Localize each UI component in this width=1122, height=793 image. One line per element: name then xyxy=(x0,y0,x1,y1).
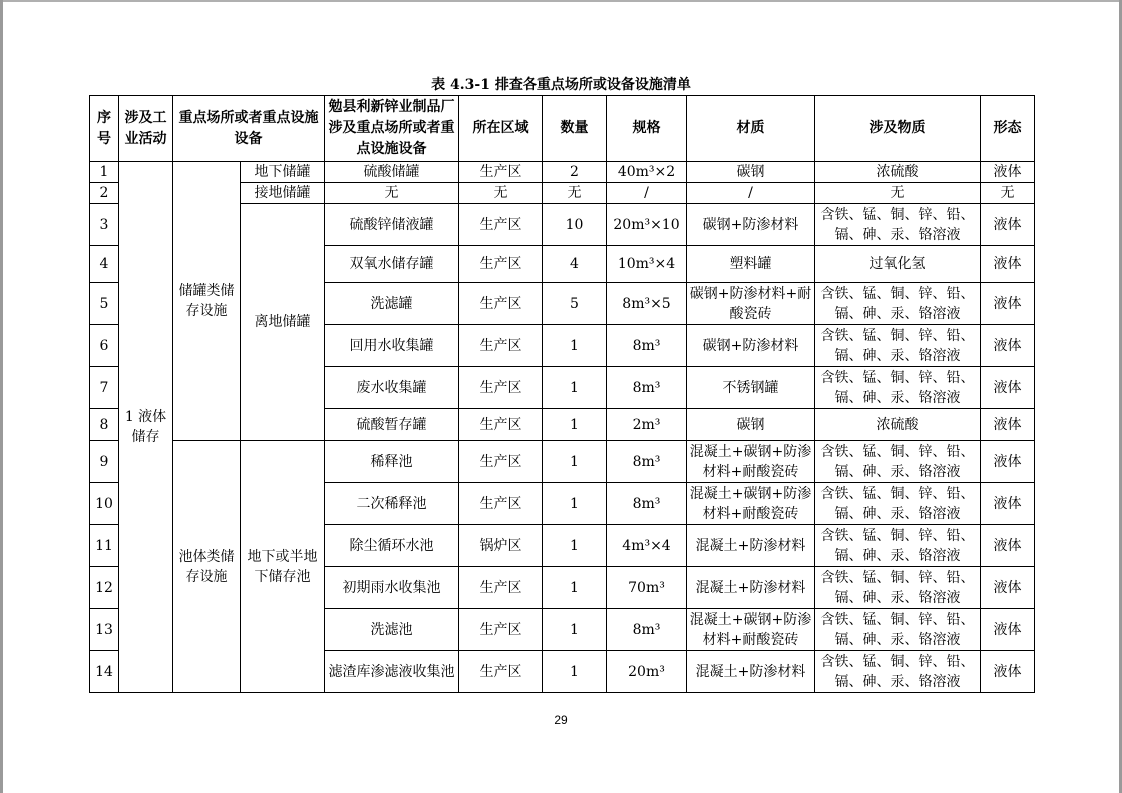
cell-material: 混凝土+防渗材料 xyxy=(687,525,815,567)
cell-name: 无 xyxy=(325,183,459,204)
cell-substance: 含铁、锰、铜、锌、铅、镉、砷、汞、铬溶液 xyxy=(815,525,981,567)
cell-material: 碳钢 xyxy=(687,162,815,183)
cell-name: 稀释池 xyxy=(325,441,459,483)
cell-substance: 含铁、锰、铜、锌、铅、镉、砷、汞、铬溶液 xyxy=(815,283,981,325)
cell-ground-tank: 接地储罐 xyxy=(241,183,325,204)
cell-underground-tank: 地下储罐 xyxy=(241,162,325,183)
cell-area: 生产区 xyxy=(459,609,543,651)
cell-qty: 1 xyxy=(543,609,607,651)
cell-no: 3 xyxy=(90,204,119,246)
header-facility: 重点场所或者重点设施设备 xyxy=(173,96,325,162)
header-qty: 数量 xyxy=(543,96,607,162)
cell-state: 液体 xyxy=(981,204,1035,246)
cell-material: 碳钢+防渗材料+耐酸瓷砖 xyxy=(687,283,815,325)
cell-area: 生产区 xyxy=(459,651,543,693)
cell-area: 生产区 xyxy=(459,325,543,367)
cell-pool-type: 地下或半地下储存池 xyxy=(241,441,325,693)
cell-no: 8 xyxy=(90,409,119,441)
cell-spec: 8m³ xyxy=(607,609,687,651)
cell-spec: 8m³ xyxy=(607,325,687,367)
cell-spec: 8m³ xyxy=(607,441,687,483)
header-activity: 涉及工业活动 xyxy=(119,96,173,162)
cell-material: 碳钢+防渗材料 xyxy=(687,204,815,246)
cell-substance: 浓硫酸 xyxy=(815,409,981,441)
cell-state: 液体 xyxy=(981,409,1035,441)
cell-qty: 1 xyxy=(543,651,607,693)
cell-material: / xyxy=(687,183,815,204)
cell-state: 液体 xyxy=(981,483,1035,525)
cell-name: 硫酸锌储液罐 xyxy=(325,204,459,246)
cell-qty: 无 xyxy=(543,183,607,204)
cell-substance: 含铁、锰、铜、锌、铅、镉、砷、汞、铬溶液 xyxy=(815,441,981,483)
cell-state: 液体 xyxy=(981,283,1035,325)
cell-material: 混凝土+碳钢+防渗材料+耐酸瓷砖 xyxy=(687,483,815,525)
cell-spec: 40m³×2 xyxy=(607,162,687,183)
cell-state: 液体 xyxy=(981,325,1035,367)
cell-qty: 10 xyxy=(543,204,607,246)
cell-name: 滤渣库渗滤液收集池 xyxy=(325,651,459,693)
cell-substance: 浓硫酸 xyxy=(815,162,981,183)
cell-no: 11 xyxy=(90,525,119,567)
header-company: 勉县利新锌业制品厂涉及重点场所或者重点设施设备 xyxy=(325,96,459,162)
header-substance: 涉及物质 xyxy=(815,96,981,162)
cell-material: 混凝土+碳钢+防渗材料+耐酸瓷砖 xyxy=(687,441,815,483)
cell-material: 塑料罐 xyxy=(687,246,815,283)
cell-material: 不锈钢罐 xyxy=(687,367,815,409)
cell-state: 液体 xyxy=(981,651,1035,693)
cell-area: 无 xyxy=(459,183,543,204)
cell-material: 碳钢 xyxy=(687,409,815,441)
cell-state: 液体 xyxy=(981,441,1035,483)
cell-name: 双氧水储存罐 xyxy=(325,246,459,283)
cell-material: 混凝土+碳钢+防渗材料+耐酸瓷砖 xyxy=(687,609,815,651)
cell-spec: 2m³ xyxy=(607,409,687,441)
cell-qty: 1 xyxy=(543,483,607,525)
cell-qty: 2 xyxy=(543,162,607,183)
cell-spec: 8m³ xyxy=(607,367,687,409)
cell-no: 5 xyxy=(90,283,119,325)
header-material: 材质 xyxy=(687,96,815,162)
cell-no: 4 xyxy=(90,246,119,283)
cell-name: 初期雨水收集池 xyxy=(325,567,459,609)
page-edge-left xyxy=(0,0,3,793)
cell-no: 1 xyxy=(90,162,119,183)
cell-area: 生产区 xyxy=(459,409,543,441)
cell-spec: 70m³ xyxy=(607,567,687,609)
cell-substance: 过氧化氢 xyxy=(815,246,981,283)
cell-qty: 1 xyxy=(543,525,607,567)
cell-qty: 5 xyxy=(543,283,607,325)
cell-state: 液体 xyxy=(981,367,1035,409)
cell-qty: 4 xyxy=(543,246,607,283)
cell-area: 锅炉区 xyxy=(459,525,543,567)
facility-table xyxy=(89,95,1035,693)
cell-spec: 8m³ xyxy=(607,483,687,525)
cell-material: 混凝土+防渗材料 xyxy=(687,651,815,693)
cell-spec: / xyxy=(607,183,687,204)
cell-pool-class: 池体类储存设施 xyxy=(173,441,241,693)
cell-spec: 4m³×4 xyxy=(607,525,687,567)
page-edge-top xyxy=(0,0,1122,2)
cell-qty: 1 xyxy=(543,567,607,609)
table-row xyxy=(90,441,1035,483)
cell-offground-tank: 离地储罐 xyxy=(241,204,325,441)
cell-name: 二次稀释池 xyxy=(325,483,459,525)
cell-substance: 含铁、锰、铜、锌、铅、镉、砷、汞、铬溶液 xyxy=(815,483,981,525)
page-number: 29 xyxy=(554,713,568,727)
cell-spec: 20m³×10 xyxy=(607,204,687,246)
cell-no: 10 xyxy=(90,483,119,525)
cell-area: 生产区 xyxy=(459,204,543,246)
cell-no: 2 xyxy=(90,183,119,204)
cell-name: 洗滤池 xyxy=(325,609,459,651)
cell-name: 废水收集罐 xyxy=(325,367,459,409)
header-state: 形态 xyxy=(981,96,1035,162)
cell-no: 6 xyxy=(90,325,119,367)
cell-area: 生产区 xyxy=(459,283,543,325)
cell-material: 碳钢+防渗材料 xyxy=(687,325,815,367)
table-header-row xyxy=(90,96,1035,162)
cell-no: 13 xyxy=(90,609,119,651)
cell-state: 液体 xyxy=(981,567,1035,609)
cell-no: 9 xyxy=(90,441,119,483)
cell-area: 生产区 xyxy=(459,367,543,409)
cell-state: 液体 xyxy=(981,525,1035,567)
cell-state: 液体 xyxy=(981,162,1035,183)
cell-substance: 含铁、锰、铜、锌、铅、镉、砷、汞、铬溶液 xyxy=(815,609,981,651)
cell-name: 除尘循环水池 xyxy=(325,525,459,567)
cell-spec: 20m³ xyxy=(607,651,687,693)
cell-qty: 1 xyxy=(543,409,607,441)
cell-qty: 1 xyxy=(543,441,607,483)
cell-material: 混凝土+防渗材料 xyxy=(687,567,815,609)
cell-no: 12 xyxy=(90,567,119,609)
header-spec: 规格 xyxy=(607,96,687,162)
header-seq: 序号 xyxy=(90,96,119,162)
cell-area: 生产区 xyxy=(459,483,543,525)
cell-activity: 1 液体储存 xyxy=(119,162,173,693)
cell-area: 生产区 xyxy=(459,441,543,483)
cell-name: 回用水收集罐 xyxy=(325,325,459,367)
cell-name: 硫酸储罐 xyxy=(325,162,459,183)
cell-substance: 含铁、锰、铜、锌、铅、镉、砷、汞、铬溶液 xyxy=(815,567,981,609)
table-caption: 表 4.3-1 排查各重点场所或设备设施清单 xyxy=(431,77,691,93)
cell-state: 无 xyxy=(981,183,1035,204)
cell-spec: 10m³×4 xyxy=(607,246,687,283)
cell-substance: 含铁、锰、铜、锌、铅、镉、砷、汞、铬溶液 xyxy=(815,651,981,693)
cell-name: 硫酸暂存罐 xyxy=(325,409,459,441)
cell-tank-class: 储罐类储存设施 xyxy=(173,162,241,441)
cell-area: 生产区 xyxy=(459,162,543,183)
cell-qty: 1 xyxy=(543,325,607,367)
cell-substance: 无 xyxy=(815,183,981,204)
cell-substance: 含铁、锰、铜、锌、铅、镉、砷、汞、铬溶液 xyxy=(815,204,981,246)
cell-substance: 含铁、锰、铜、锌、铅、镉、砷、汞、铬溶液 xyxy=(815,325,981,367)
cell-no: 7 xyxy=(90,367,119,409)
cell-area: 生产区 xyxy=(459,567,543,609)
cell-substance: 含铁、锰、铜、锌、铅、镉、砷、汞、铬溶液 xyxy=(815,367,981,409)
cell-area: 生产区 xyxy=(459,246,543,283)
table-row xyxy=(90,162,1035,183)
cell-spec: 8m³×5 xyxy=(607,283,687,325)
cell-state: 液体 xyxy=(981,609,1035,651)
cell-no: 14 xyxy=(90,651,119,693)
header-area: 所在区域 xyxy=(459,96,543,162)
cell-qty: 1 xyxy=(543,367,607,409)
cell-name: 洗滤罐 xyxy=(325,283,459,325)
cell-state: 液体 xyxy=(981,246,1035,283)
